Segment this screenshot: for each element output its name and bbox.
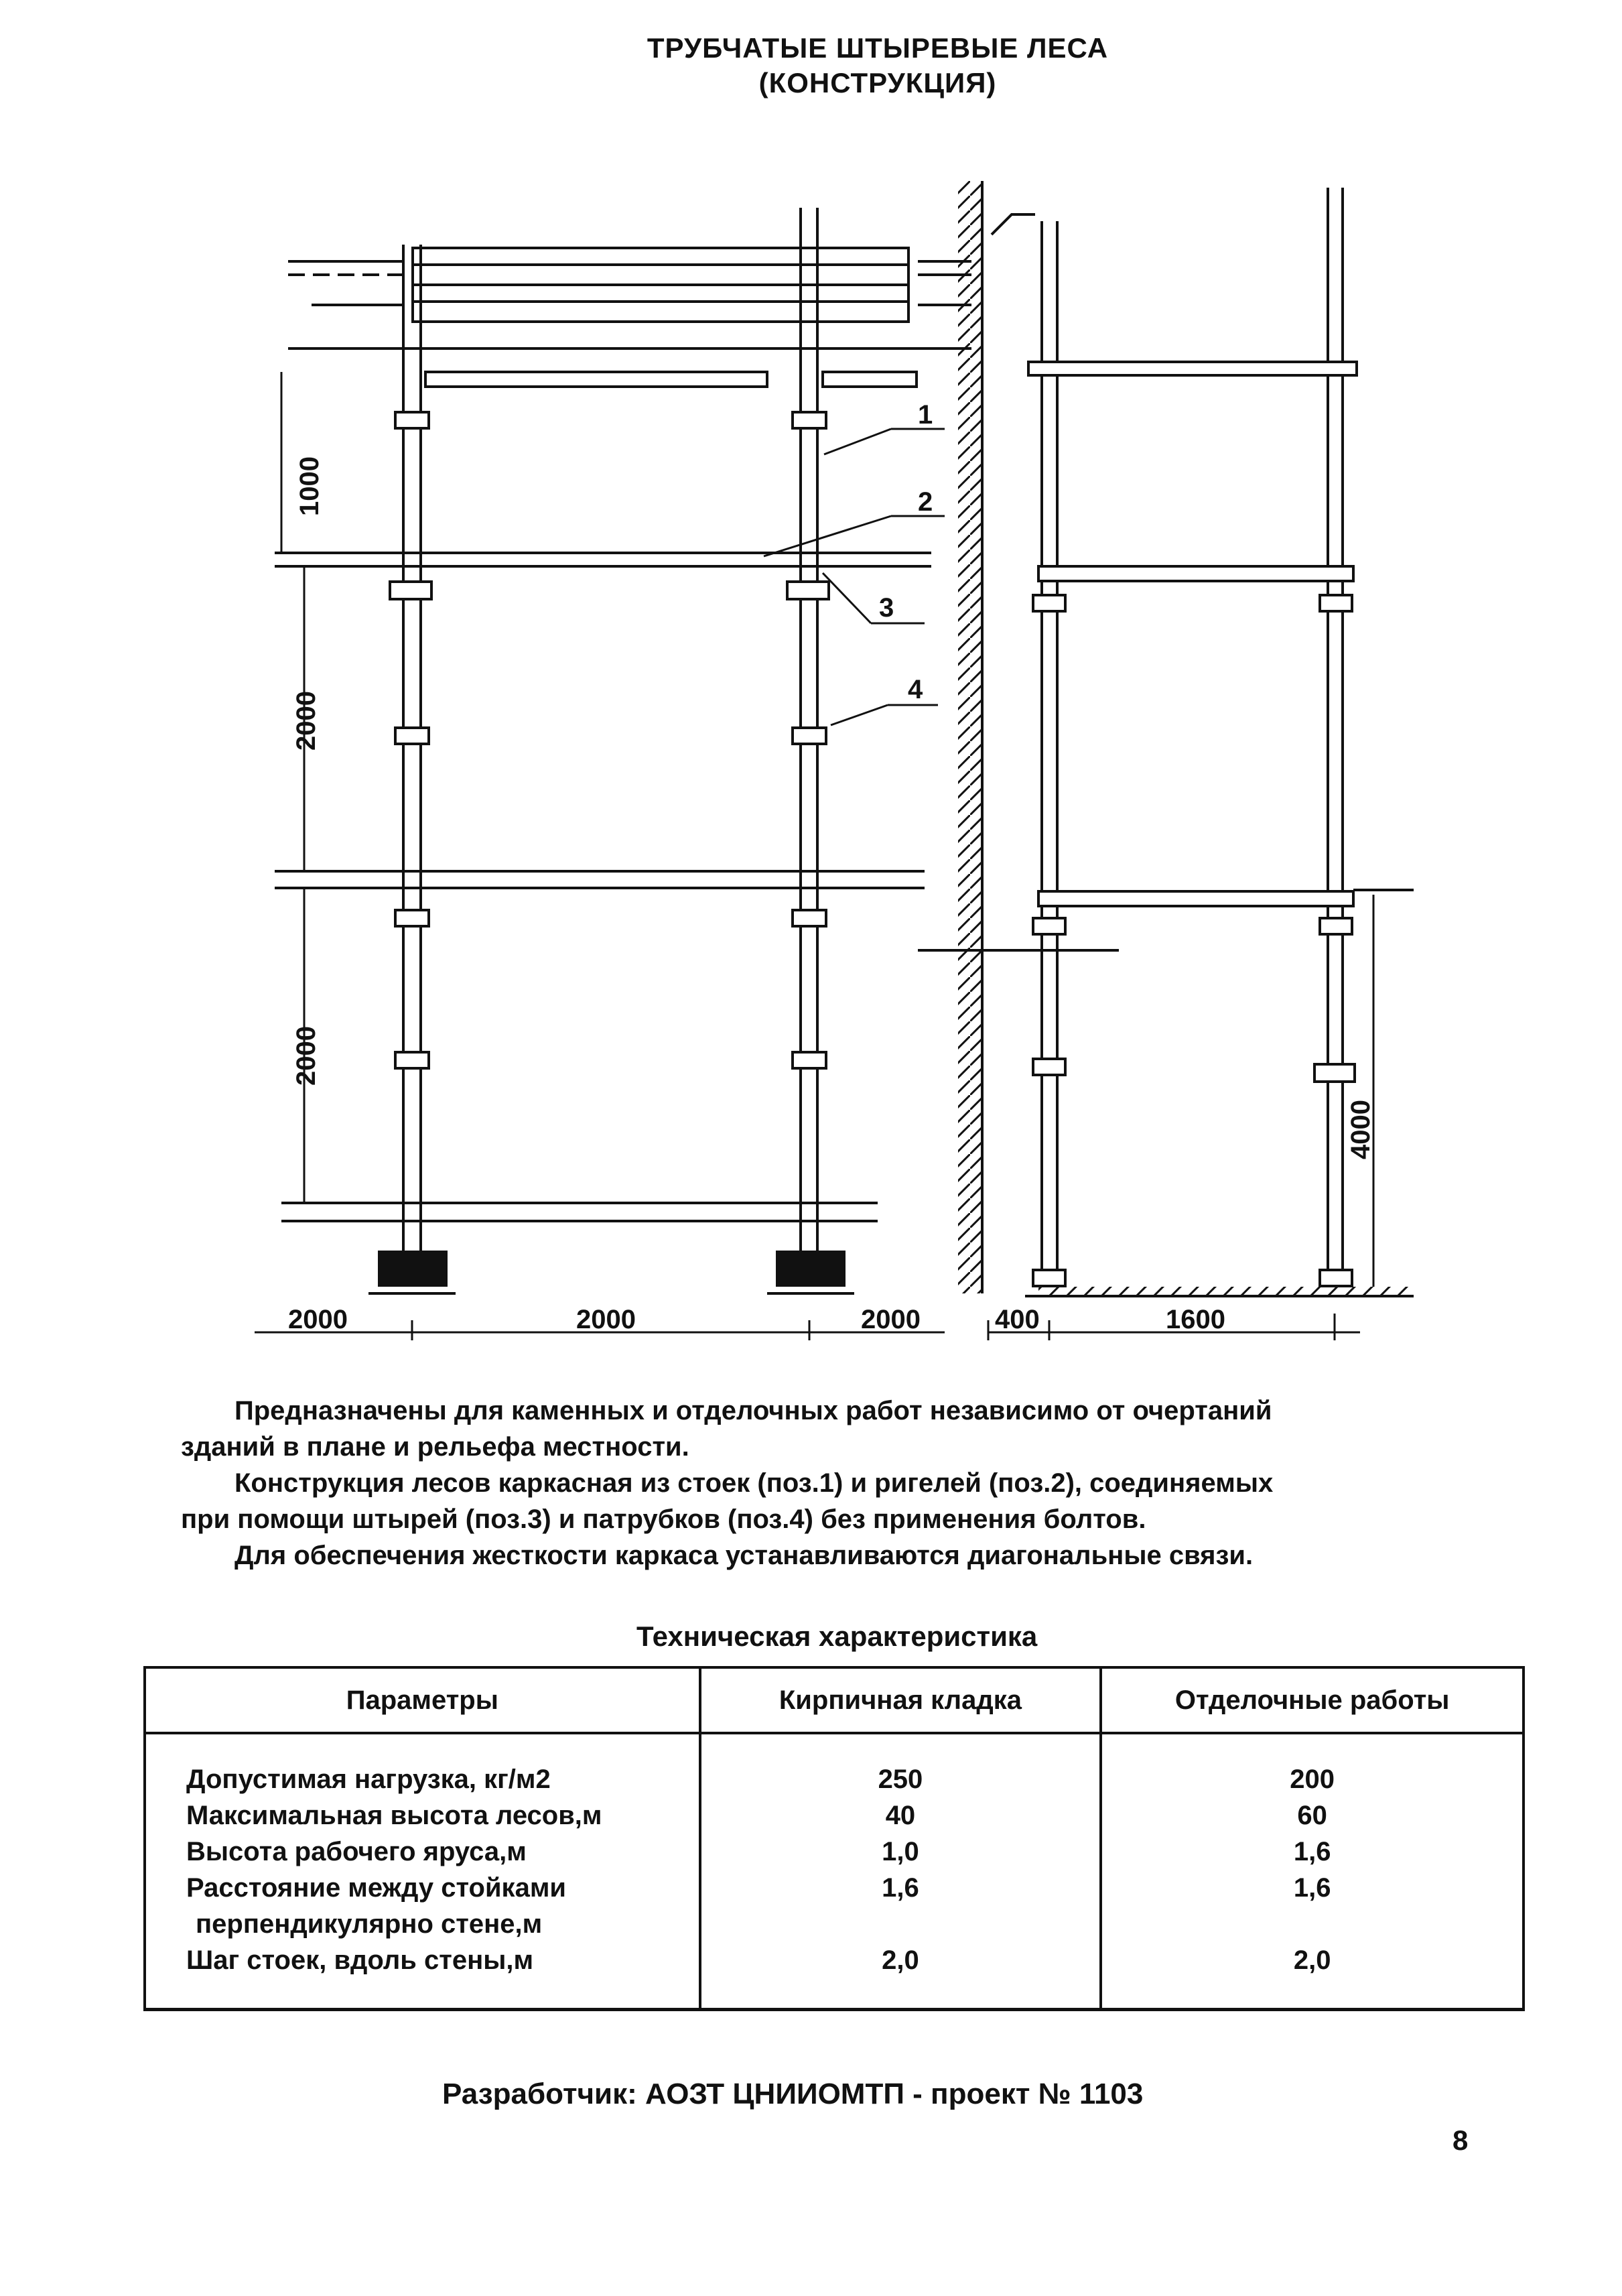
table-row — [145, 1733, 1524, 1797]
document-title-line2: (КОНСТРУКЦИЯ) — [758, 67, 997, 99]
finishing-cell: 1,6 — [1101, 1870, 1524, 1942]
header-finishing: Отделочные работы — [1101, 1667, 1524, 1733]
dim-1000: 1000 — [295, 456, 324, 516]
table-row — [145, 1942, 1524, 2010]
dim-1600: 1600 — [1166, 1305, 1225, 1334]
callout-2: 2 — [918, 487, 933, 517]
dim-400: 400 — [995, 1305, 1040, 1334]
param-cell: Высота рабочего яруса,м — [145, 1834, 700, 1870]
scaffolding-drawing — [248, 181, 1427, 1360]
finishing-cell: 1,6 — [1101, 1834, 1524, 1870]
finishing-cell: 200 — [1101, 1733, 1524, 1797]
ledgers — [275, 372, 931, 1221]
front-view — [255, 208, 971, 1340]
table-header-row — [145, 1667, 1524, 1733]
callout-4: 4 — [908, 675, 923, 704]
table-row — [145, 1834, 1524, 1870]
header-params: Параметры — [145, 1667, 700, 1733]
specs-table — [143, 1666, 1525, 2011]
param-cell: Допустимая нагрузка, кг/м2 — [145, 1733, 700, 1797]
table-row — [145, 1797, 1524, 1834]
table-row — [145, 1870, 1524, 1942]
post-right — [801, 208, 817, 1287]
masonry-cell: 2,0 — [700, 1942, 1101, 2010]
developer-footer: Разработчик: АОЗТ ЦНИИОМТП - проект № 1103 — [442, 2078, 1144, 2110]
side-view — [918, 188, 1414, 1340]
description — [181, 1393, 1494, 1574]
param-cell: Максимальная высота лесов,м — [145, 1797, 700, 1834]
masonry-cell: 250 — [700, 1733, 1101, 1797]
dim-2000-lower: 2000 — [291, 1026, 321, 1086]
masonry-cell: 1,6 — [700, 1870, 1101, 1942]
description-line-5: Для обеспечения жесткости каркаса устанавливаются диагональные связи. — [234, 1541, 1254, 1570]
guard-rail — [288, 248, 971, 348]
couplers — [368, 412, 854, 1293]
param-line-1: Расстояние между стойками — [186, 1873, 566, 1903]
page-number: 8 — [1452, 2124, 1469, 2156]
side-couplers — [1033, 595, 1355, 1286]
wall — [958, 181, 982, 1293]
param-line-2: перпендикулярно стене,м — [196, 1909, 543, 1939]
callout-3: 3 — [879, 593, 894, 623]
finishing-cell: 2,0 — [1101, 1942, 1524, 2010]
description-line-1: Предназначены для каменных и отделочных работ независимо от очертаний — [234, 1396, 1272, 1425]
callout-1: 1 — [918, 400, 933, 430]
header-masonry: Кирпичная кладка — [700, 1667, 1101, 1733]
dim-4000: 4000 — [1346, 1100, 1375, 1159]
table-caption: Техническая характеристика — [636, 1620, 1038, 1652]
description-line-3: Конструкция лесов каркасная из стоек (поз.1) и ригелей (поз.2), соединяемых — [234, 1468, 1274, 1498]
finishing-cell: 60 — [1101, 1797, 1524, 1834]
document-title-line1: ТРУБЧАТЫЕ ШТЫРЕВЫЕ ЛЕСА — [647, 32, 1109, 64]
dim-2000-right: 2000 — [861, 1305, 921, 1334]
description-line-2: зданий в плане и рельефа местности. — [181, 1432, 689, 1462]
dim-2000-mid: 2000 — [576, 1305, 636, 1334]
masonry-cell: 1,0 — [700, 1834, 1101, 1870]
post-left — [403, 245, 421, 1287]
description-line-4: при помощи штырей (поз.3) и патрубков (поз.4) без применения болтов. — [181, 1505, 1146, 1534]
param-cell: Шаг стоек, вдоль стены,м — [145, 1942, 700, 2010]
param-cell — [145, 1870, 700, 1942]
masonry-cell: 40 — [700, 1797, 1101, 1834]
dim-2000-upper: 2000 — [291, 691, 321, 751]
dim-2000-left: 2000 — [288, 1305, 348, 1334]
